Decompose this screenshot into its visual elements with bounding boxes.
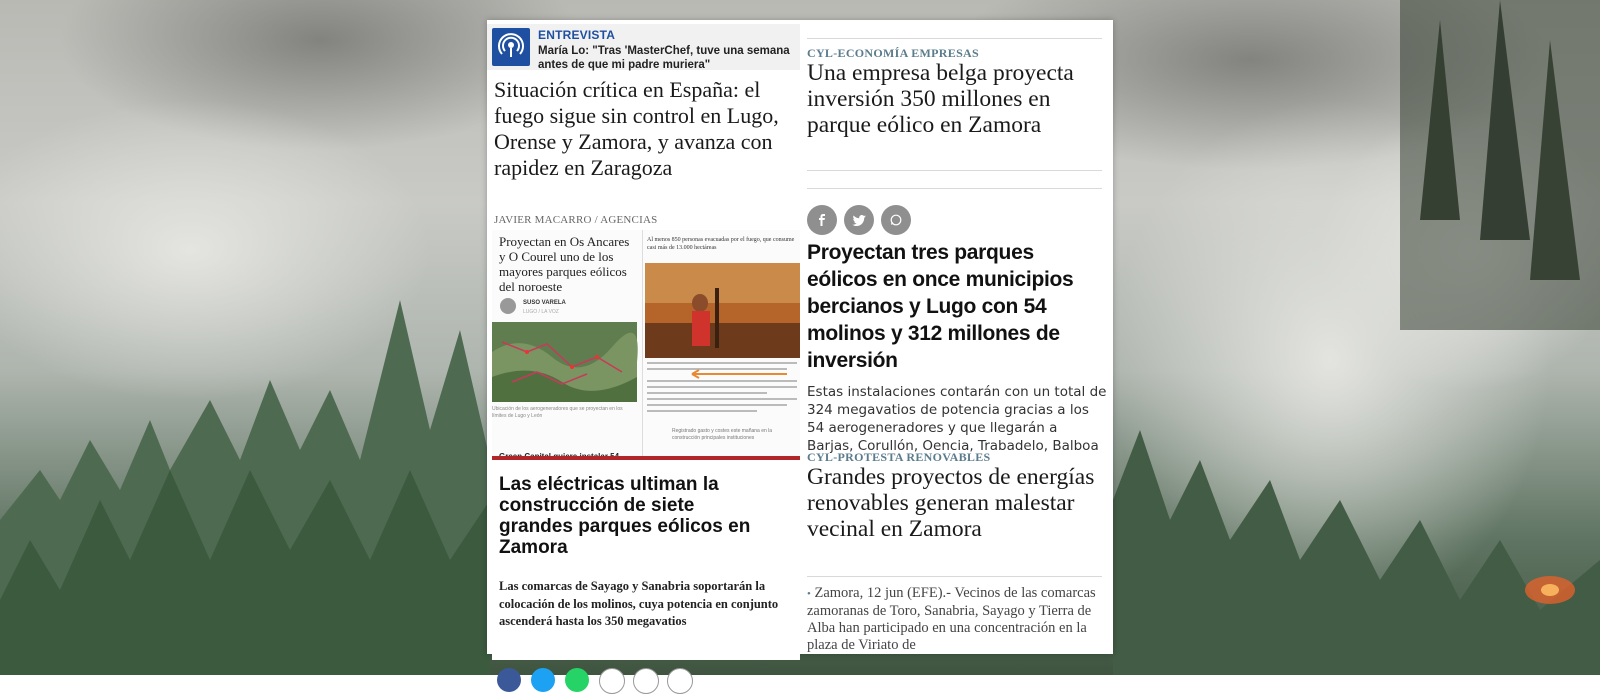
print-share-icon[interactable] [633, 668, 659, 694]
news-collage [487, 20, 1113, 654]
belga-headline[interactable]: Una empresa belga proyecta inversión 350 millones en parque eólico en Zamora [807, 60, 1074, 138]
renovables-dateline [807, 585, 1107, 654]
divider [807, 38, 1102, 39]
electricas-article-card [492, 460, 800, 660]
parques-description: Estas instalaciones contarán con un total de 324 megavatios de potencia gracias a los 54 aerogeneradores y que llegarán a Barjas, Corullón, Oencia, Trabadelo, Balboa [807, 384, 1107, 454]
divider [807, 576, 1102, 577]
whatsapp-icon[interactable] [881, 205, 911, 235]
clipping-article-right [645, 230, 800, 462]
terrain-map-image [492, 322, 637, 402]
clipping-source: LUGO / LA VOZ [523, 309, 559, 315]
interview-kicker: ENTREVISTA [538, 28, 616, 42]
collage-left-column [487, 20, 800, 654]
facebook-icon[interactable] [807, 205, 837, 235]
twitter-icon[interactable] [844, 205, 874, 235]
whatsapp-share-icon[interactable] [565, 668, 589, 692]
renovables-kicker[interactable]: CYL-PROTESTA RENOVABLES [807, 450, 991, 464]
interview-promo[interactable] [487, 24, 800, 70]
map-caption: Ubicación de los aerogeneradores que se proyectan en los límites de Lugo y León [492, 406, 623, 419]
divider [807, 188, 1102, 189]
clipping-left-headline: Proyectan en Os Ancares y O Courel uno de los mayores parques eólicos del noroeste [499, 234, 630, 294]
parques-headline[interactable]: Proyectan tres parques eólicos en once municipios bercianos y Lugo con 54 molinos y 312 millones de inversión [807, 241, 1074, 372]
belga-kicker[interactable]: CYL-ECONOMÍA EMPRESAS [807, 46, 979, 60]
clipping-right-body [647, 360, 797, 420]
bullet: • [807, 588, 811, 600]
main-headline[interactable]: Situación crítica en España: el fuego sigue sin control en Lugo, Orense y Zamora, y avanza con rapidez en Zaragoza [494, 77, 779, 180]
clipping-right-headline: Al menos 850 personas evacuadas por el fuego, que consume casi más de 13.000 hectáreas [647, 237, 795, 251]
newspaper-clipping [492, 230, 800, 462]
podcast-icon [492, 28, 530, 66]
twitter-share-icon[interactable] [531, 668, 555, 692]
divider [807, 170, 1102, 171]
clipping-article-left [492, 230, 643, 462]
renovables-dateline-text: Zamora, 12 jun (EFE).- Vecinos de las comarcas zamoranas de Toro, Sanabria, Sayago y Tierra de Alba han participado en una concentración en la plaza de Viriato de [807, 585, 1096, 653]
fire-photo [645, 263, 800, 358]
clipping-right-footer: Registrado gasto y costes este mañana en la construcción principales instituciones [672, 428, 773, 441]
electricas-description: Las comarcas de Sayago y Sanabria soportarán la colocación de los molinos, cuya potencia en conjunto ascenderá hasta los 350 megavatios [499, 579, 779, 628]
author-avatar [500, 298, 516, 314]
collage-right-column [800, 20, 1113, 654]
renovables-headline[interactable]: Grandes proyectos de energías renovables generan malestar vecinal en Zamora [807, 464, 1095, 542]
more-share-icon[interactable] [667, 668, 693, 694]
email-share-icon[interactable] [599, 668, 625, 694]
interview-title[interactable]: María Lo: "Tras 'MasterChef, tuve una semana antes de que mi padre muriera" [538, 45, 790, 71]
byline: JAVIER MACARRO / AGENCIAS [494, 214, 658, 226]
clipping-author: SUSO VARELA [523, 300, 566, 306]
facebook-share-icon[interactable] [497, 668, 521, 692]
electricas-headline[interactable]: Las eléctricas ultiman la construcción de siete grandes parques eólicos en Zamora [499, 474, 751, 558]
